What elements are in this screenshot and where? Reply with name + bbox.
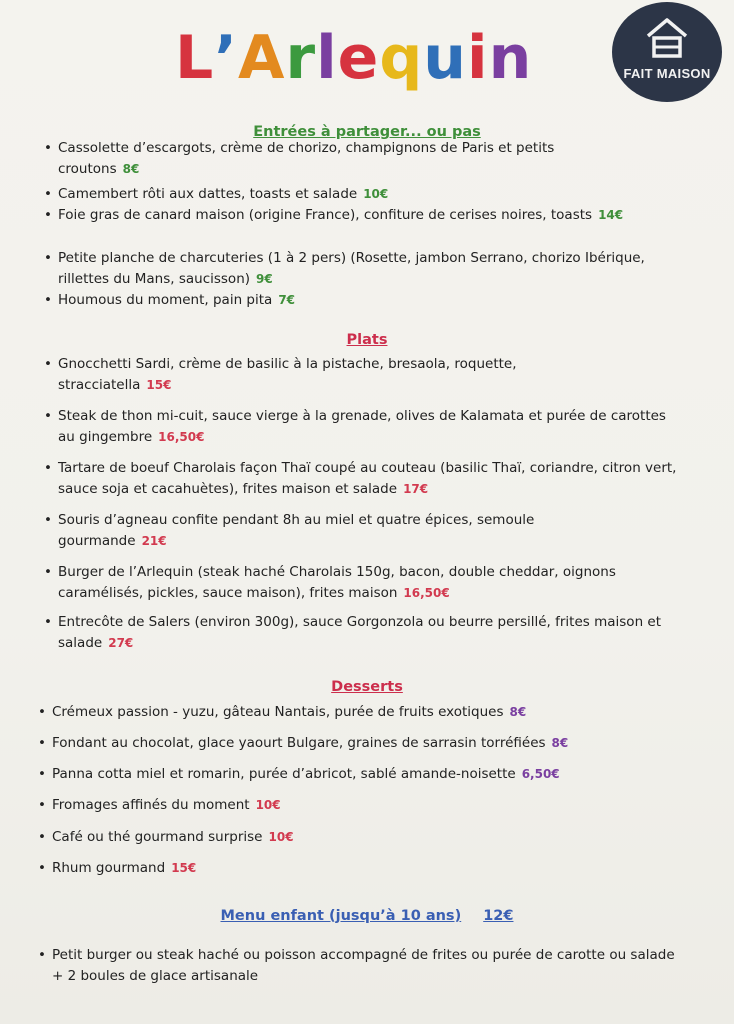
title-letter: l <box>316 23 338 93</box>
item-text: Petit burger ou steak haché ou poisson accompagné de frites ou purée de carotte ou salade + 2 boules de glace artisanale <box>52 947 675 984</box>
item-price: 6,50€ <box>521 767 560 781</box>
bullet-icon: • <box>44 614 52 630</box>
bullet-icon: • <box>38 829 46 845</box>
section-heading-entrees: Entrées à partager... ou pas <box>253 124 481 140</box>
item-text: Panna cotta miel et romarin, purée d’abricot, sablé amande-noisette <box>52 766 516 782</box>
item-price: 10€ <box>255 798 281 812</box>
list-item <box>44 510 644 552</box>
item-text: Houmous du moment, pain pita <box>58 292 273 308</box>
title-letter: ’ <box>214 23 239 93</box>
item-price: 15€ <box>171 861 197 875</box>
title-letter: i <box>467 23 489 93</box>
item-text: Burger de l’Arlequin (steak haché Charolais 150g, bacon, double cheddar, oignons caramélisés, pickles, sauce maison), frites maison <box>58 564 616 601</box>
bullet-icon: • <box>44 356 52 372</box>
item-price: 8€ <box>551 736 569 750</box>
item-price: 7€ <box>278 293 296 307</box>
item-text: Fromages affinés du moment <box>52 797 250 813</box>
title-letter: n <box>488 23 533 93</box>
list-item <box>44 354 604 396</box>
title-letter: q <box>379 23 424 93</box>
bullet-icon: • <box>44 564 52 580</box>
item-price: 16,50€ <box>403 586 450 600</box>
item-text: Rhum gourmand <box>52 860 166 876</box>
list-item <box>44 184 704 205</box>
item-price: 21€ <box>141 534 167 548</box>
list-item <box>38 827 698 848</box>
section-heading-plats: Plats <box>346 332 388 348</box>
fait-maison-badge <box>612 2 722 102</box>
bullet-icon: • <box>38 735 46 751</box>
list-item <box>38 858 698 879</box>
item-price: 17€ <box>403 482 429 496</box>
item-price: 27€ <box>108 636 134 650</box>
item-text: Cassolette d’escargots, crème de chorizo, champignons de Paris et petits croutons <box>58 140 555 177</box>
section-heading-desserts: Desserts <box>331 679 403 695</box>
list-item <box>38 733 708 754</box>
item-text: Crémeux passion - yuzu, gâteau Nantais, purée de fruits exotiques <box>52 704 504 720</box>
list-item <box>44 612 699 654</box>
item-text: Foie gras de canard maison (origine France), confiture de cerises noires, toasts <box>58 207 593 223</box>
item-price: 15€ <box>146 378 172 392</box>
list-item <box>44 248 674 290</box>
bullet-icon: • <box>44 186 52 202</box>
list-item <box>44 205 644 226</box>
item-price: 14€ <box>598 208 624 222</box>
item-price: 10€ <box>268 830 294 844</box>
item-text: Fondant au chocolat, glace yaourt Bulgare, graines de sarrasin torréfiées <box>52 735 546 751</box>
title-letter: L <box>175 23 215 93</box>
bullet-icon: • <box>44 408 52 424</box>
list-item <box>44 138 634 180</box>
item-text: Café ou thé gourmand surprise <box>52 829 263 845</box>
bullet-icon: • <box>38 766 46 782</box>
bullet-icon: • <box>44 512 52 528</box>
item-price: 10€ <box>363 187 389 201</box>
list-item <box>44 290 704 311</box>
title-letter: u <box>423 23 468 93</box>
bullet-icon: • <box>38 704 46 720</box>
bullet-icon: • <box>38 947 46 963</box>
title-letter: e <box>337 23 380 93</box>
badge-label: FAIT MAISON <box>623 66 711 81</box>
item-price: 16,50€ <box>158 430 205 444</box>
house-icon <box>644 14 690 60</box>
bullet-icon: • <box>44 250 52 266</box>
section-heading-enfant <box>0 908 734 924</box>
bullet-icon: • <box>44 207 52 223</box>
enfant-price: 12€ <box>483 908 514 924</box>
bullet-icon: • <box>38 797 46 813</box>
item-text: Petite planche de charcuteries (1 à 2 pers) (Rosette, jambon Serrano, chorizo Ibérique, rillettes du Mans, saucisson) <box>58 250 645 287</box>
bullet-icon: • <box>44 292 52 308</box>
restaurant-title <box>175 23 533 93</box>
bullet-icon: • <box>44 460 52 476</box>
list-item <box>44 562 664 604</box>
bullet-icon: • <box>38 860 46 876</box>
bullet-icon: • <box>44 140 52 156</box>
item-text: Tartare de boeuf Charolais façon Thaï coupé au couteau (basilic Thaï, coriandre, citron vert, sauce soja et cacahuètes), frites maison et salade <box>58 460 677 497</box>
item-text: Gnocchetti Sardi, crème de basilic à la pistache, bresaola, roquette, stracciatella <box>58 356 517 393</box>
item-text: Entrecôte de Salers (environ 300g), sauce Gorgonzola ou beurre persillé, frites maison et salade <box>58 614 662 651</box>
list-item <box>38 795 698 816</box>
item-text: Camembert rôti aux dattes, toasts et salade <box>58 186 358 202</box>
item-price: 8€ <box>122 162 140 176</box>
item-text: Steak de thon mi-cuit, sauce vierge à la grenade, olives de Kalamata et purée de carottes au gingembre <box>58 408 666 445</box>
list-item <box>38 945 678 987</box>
item-text: Souris d’agneau confite pendant 8h au miel et quatre épices, semoule gourmande <box>58 512 535 549</box>
list-item <box>44 406 684 448</box>
list-item <box>38 764 708 785</box>
enfant-heading-text: Menu enfant (jusqu’à 10 ans) <box>220 908 462 924</box>
item-price: 8€ <box>509 705 527 719</box>
title-letter: r <box>285 23 317 93</box>
item-price: 9€ <box>256 272 273 286</box>
list-item <box>44 458 694 500</box>
title-letter: A <box>238 23 286 93</box>
list-item <box>38 702 698 723</box>
